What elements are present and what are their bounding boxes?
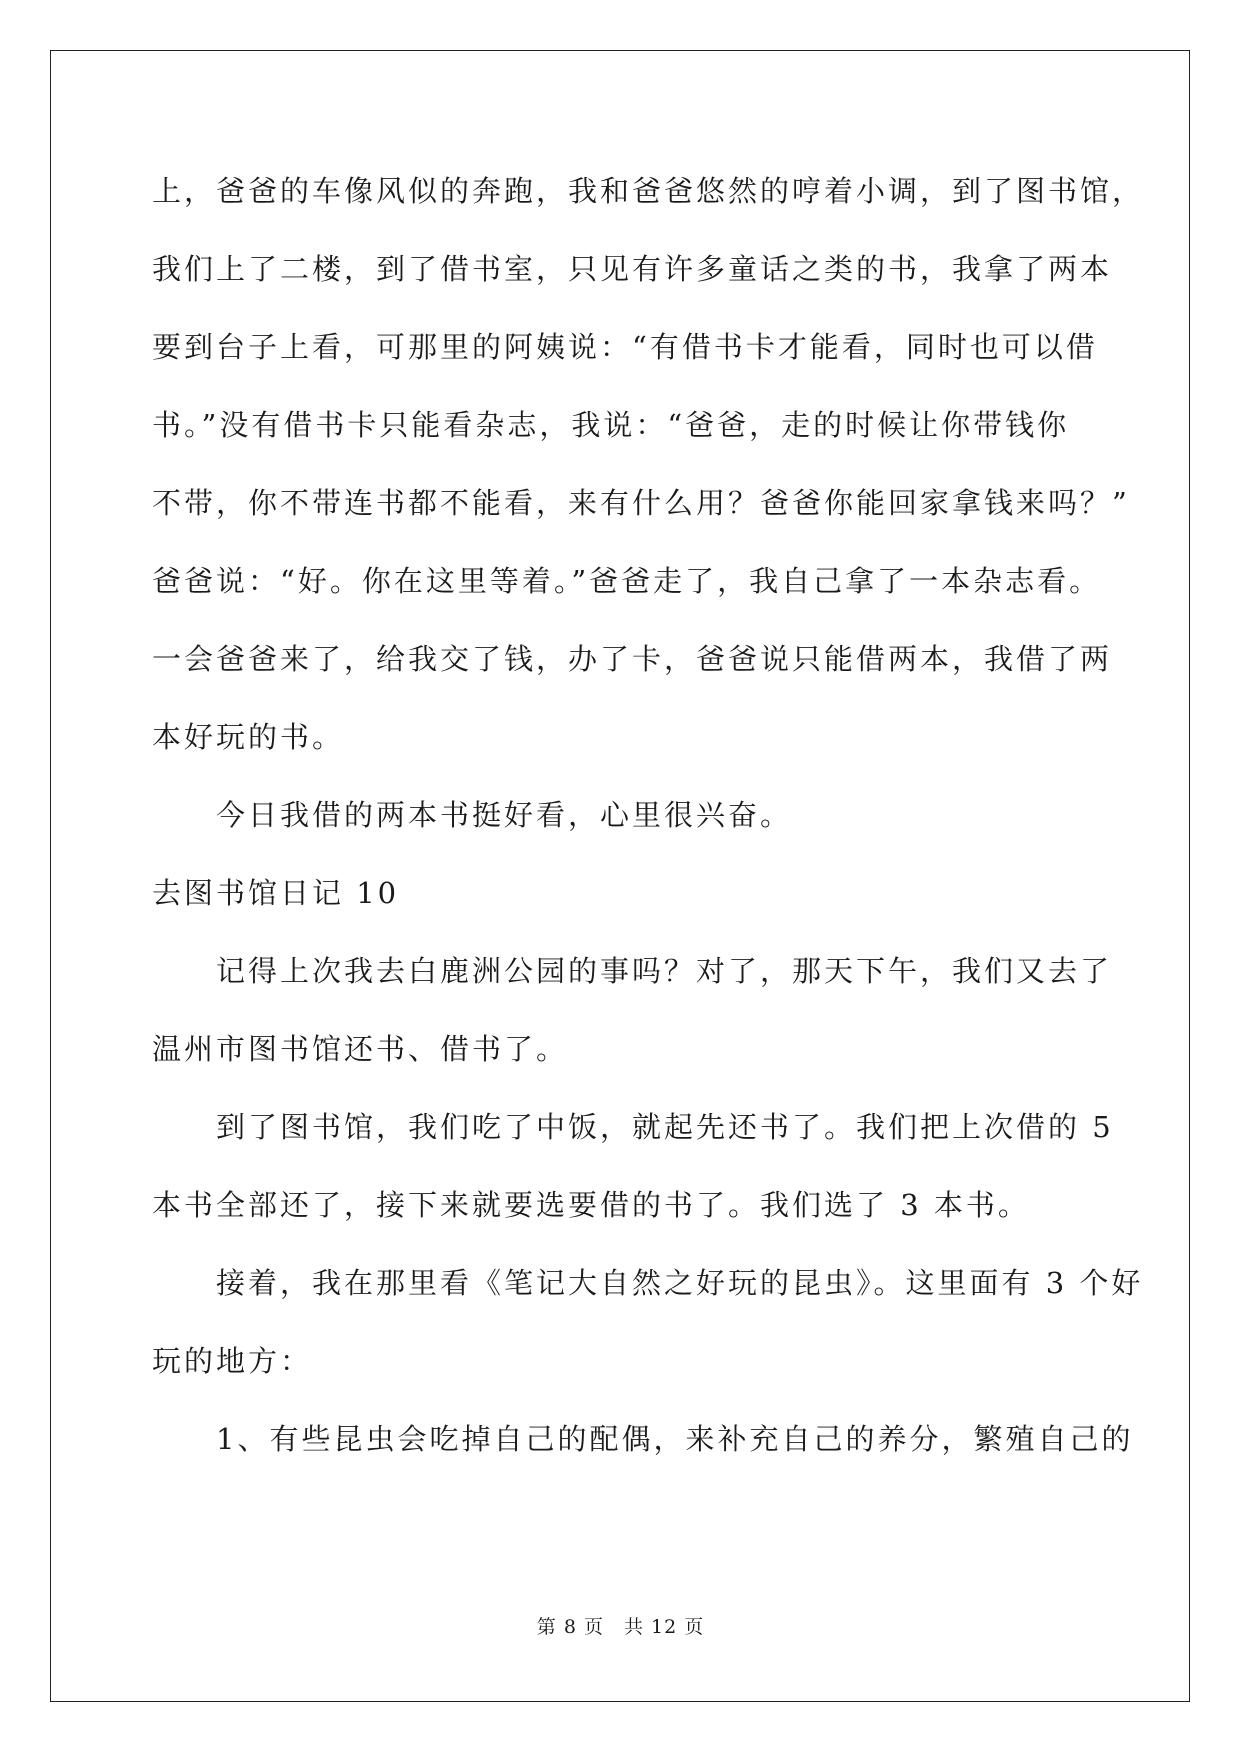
text-line: 接着，我在那里看《笔记大自然之好玩的昆虫》。这里面有 3 个好	[216, 1266, 1144, 1300]
text-line: 本好玩的书。	[152, 720, 345, 754]
text-line: 玩的地方：	[152, 1344, 313, 1378]
section-heading: 去图书馆日记 10	[152, 876, 400, 910]
text-line: 本书全部还了，接下来就要选要借的书了。我们选了 3 本书。	[152, 1188, 1030, 1222]
text-line: 记得上次我去白鹿洲公园的事吗？对了，那天下午，我们又去了	[216, 954, 1113, 988]
document-body	[152, 152, 1145, 1478]
text-line: 今日我借的两本书挺好看，心里很兴奋。	[216, 798, 793, 832]
text-line: 不带，你不带连书都不能看，来有什么用？爸爸你能回家拿钱来吗？”	[152, 486, 1130, 520]
text-line: 一会爸爸来了，给我交了钱，办了卡，爸爸说只能借两本，我借了两	[152, 642, 1113, 676]
page-footer	[0, 1612, 1241, 1639]
text-line: 书。”没有借书卡只能看杂志，我说：“爸爸，走的时候让你带钱你	[152, 408, 1070, 442]
text-line: 温州市图书馆还书、借书了。	[152, 1032, 569, 1066]
page-total: 共 12 页	[623, 1616, 705, 1638]
text-line: 我们上了二楼，到了借书室，只见有许多童话之类的书，我拿了两本	[152, 252, 1113, 286]
text-line: 爸爸说：“好。你在这里等着。”爸爸走了，我自己拿了一本杂志看。	[152, 564, 1102, 598]
text-line: 要到台子上看，可那里的阿姨说：“有借书卡才能看，同时也可以借	[152, 330, 1098, 364]
text-line: 1、有些昆虫会吃掉自己的配偶，来补充自己的养分，繁殖自己的	[216, 1422, 1134, 1456]
text-line: 到了图书馆，我们吃了中饭，就起先还书了。我们把上次借的 5	[216, 1110, 1114, 1144]
page-number: 第 8 页	[536, 1616, 604, 1638]
text-line: 上，爸爸的车像风似的奔跑，我和爸爸悠然的哼着小调，到了图书馆，	[152, 174, 1145, 208]
